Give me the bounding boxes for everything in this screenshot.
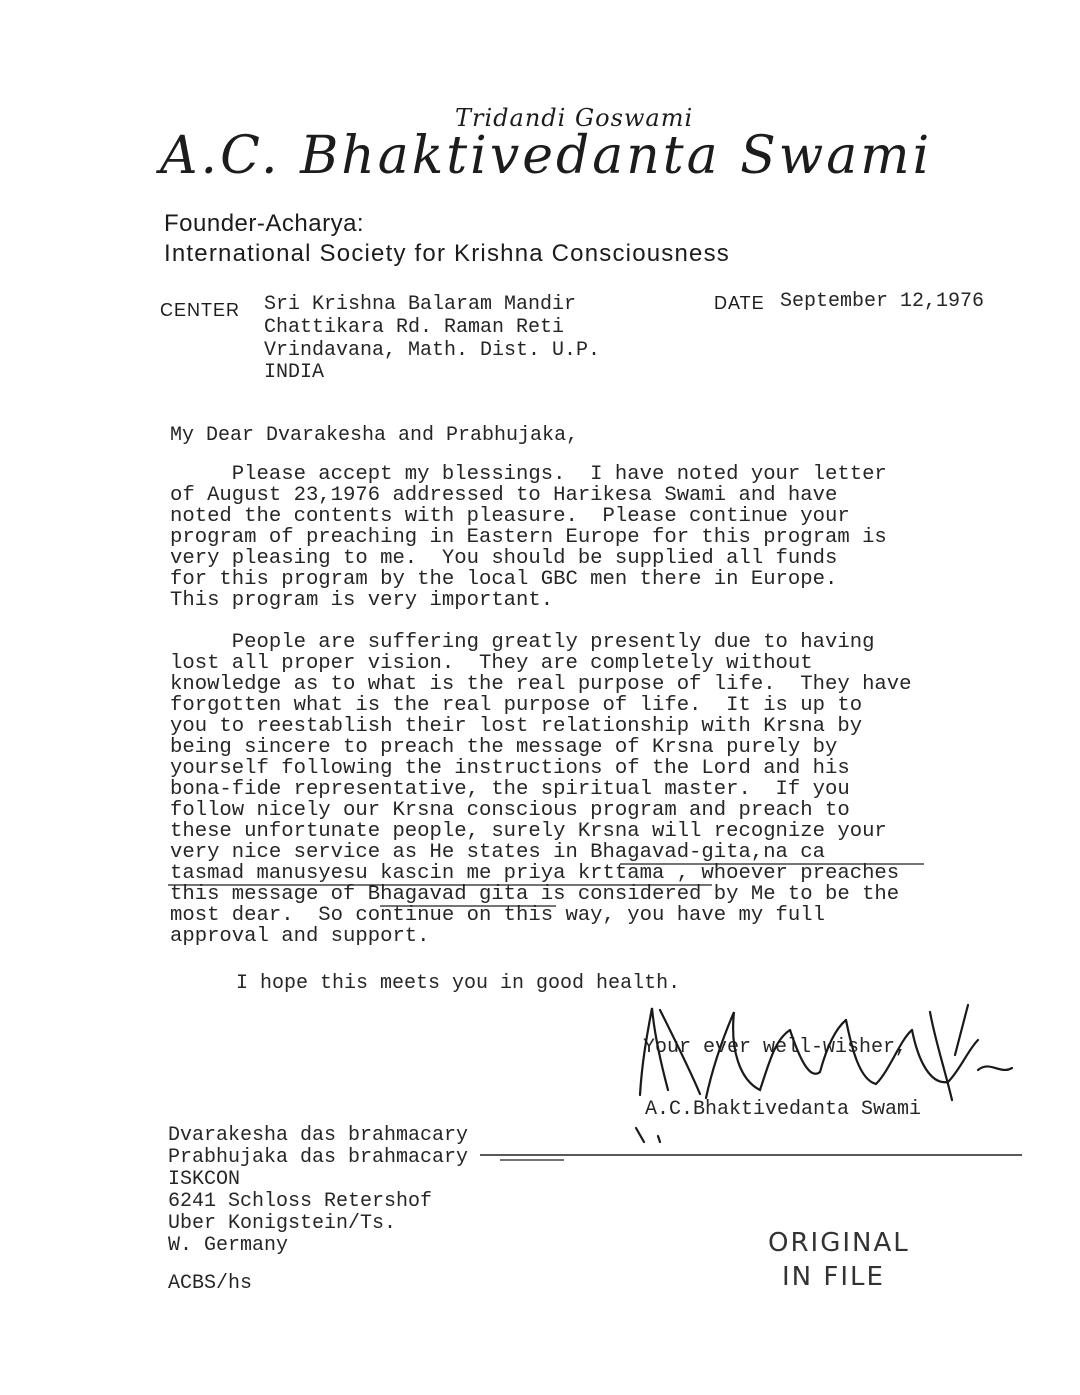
signature-stroke [640,1008,668,1095]
center-address-line: INDIA [264,361,325,384]
recipient-line: Dvarakesha das brahmacary [168,1124,469,1147]
closing-line: I hope this meets you in good health. [236,972,681,995]
underline-marks [168,864,924,906]
typed-signature-name: A.C.Bhaktivedanta Swami [645,1098,922,1121]
body-line: you to reestablish their lost relationship with Krsna by [170,715,863,738]
recipient-line: ISKCON [168,1168,241,1191]
body-line: very nice service as He states in Bhagavad-gita,na ca [170,841,825,864]
body-line: these unfortunate people, surely Krsna will recognize your [170,820,887,843]
recipient-line: 6241 Schloss Retershof [168,1190,433,1213]
body-line: bona-fide representative, the spiritual master. If you [170,778,850,801]
signature-stroke [658,1136,660,1142]
recipient-line: Prabhujaka das brahmacary [168,1146,469,1169]
signature-stroke [978,1066,1012,1070]
letterhead-subtitle: Tridandi Goswami [455,104,694,132]
letterhead-society: International Society for Krishna Consciousness [164,240,731,267]
body-line: being sincere to preach the message of Krsna purely by [170,736,838,759]
letterhead-founder: Founder-Acharya: [164,210,365,237]
body-line: very pleasing to me. You should be supplied all funds [170,547,838,570]
body-line: for this program by the local GBC men there in Europe. [170,568,838,591]
body-line: of August 23,1976 addressed to Harikesa Swami and have [170,484,838,507]
file-stamp-line: IN FILE [782,1262,885,1292]
handwritten-signature [636,1005,1012,1142]
body-line: tasmad manusyesu kascin me priya krttama , whoever preaches [170,862,900,885]
body-line: knowledge as to what is the real purpose of life. They have [170,673,912,696]
body-line: most dear. So continue on this way, you have my full [170,904,825,927]
salutation: My Dear Dvarakesha and Prabhujaka, [170,424,579,447]
body-line: this message of Bhagavad gita is considered by Me to be the [170,883,900,906]
signature-stroke [846,1020,912,1084]
center-address-line: Chattikara Rd. Raman Reti [264,316,565,339]
body-line: This program is very important. [170,589,554,612]
center-label: CENTER [160,300,241,320]
well-wisher-line: Your ever well-wisher, [643,1036,908,1059]
signature-stroke [706,1012,790,1098]
signature-stroke [636,1128,644,1142]
body-line: lost all proper vision. They are completely without [170,652,813,675]
body-line: forgotten what is the real purpose of life. It is up to [170,694,863,717]
recipient-line: W. Germany [168,1234,289,1257]
letterhead-name: A.C. Bhaktivedanta Swami [160,126,933,186]
date-value: September 12,1976 [780,290,985,313]
body-line: follow nicely our Krsna conscious program and preach to [170,799,850,822]
body-line: People are suffering greatly presently due to having [170,631,875,654]
recipient-line: Uber Konigstein/Ts. [168,1212,397,1235]
body-line: noted the contents with pleasure. Please continue your [170,505,850,528]
date-label: DATE [714,293,765,313]
center-address-line: Sri Krishna Balaram Mandir [264,293,577,316]
signature-stroke [790,1020,846,1074]
signature-stroke [955,1005,968,1055]
typist-initials: ACBS/hs [168,1272,253,1295]
body-line: program of preaching in Eastern Europe for this program is [170,526,887,549]
file-stamp-line: ORIGINAL [768,1228,910,1258]
body-line: Please accept my blessings. I have noted your letter [170,463,887,486]
body-line: approval and support. [170,925,430,948]
body-line: yourself following the instructions of the Lord and his [170,757,850,780]
center-address-line: Vrindavana, Math. Dist. U.P. [264,339,601,362]
signature-stroke [930,1012,952,1100]
